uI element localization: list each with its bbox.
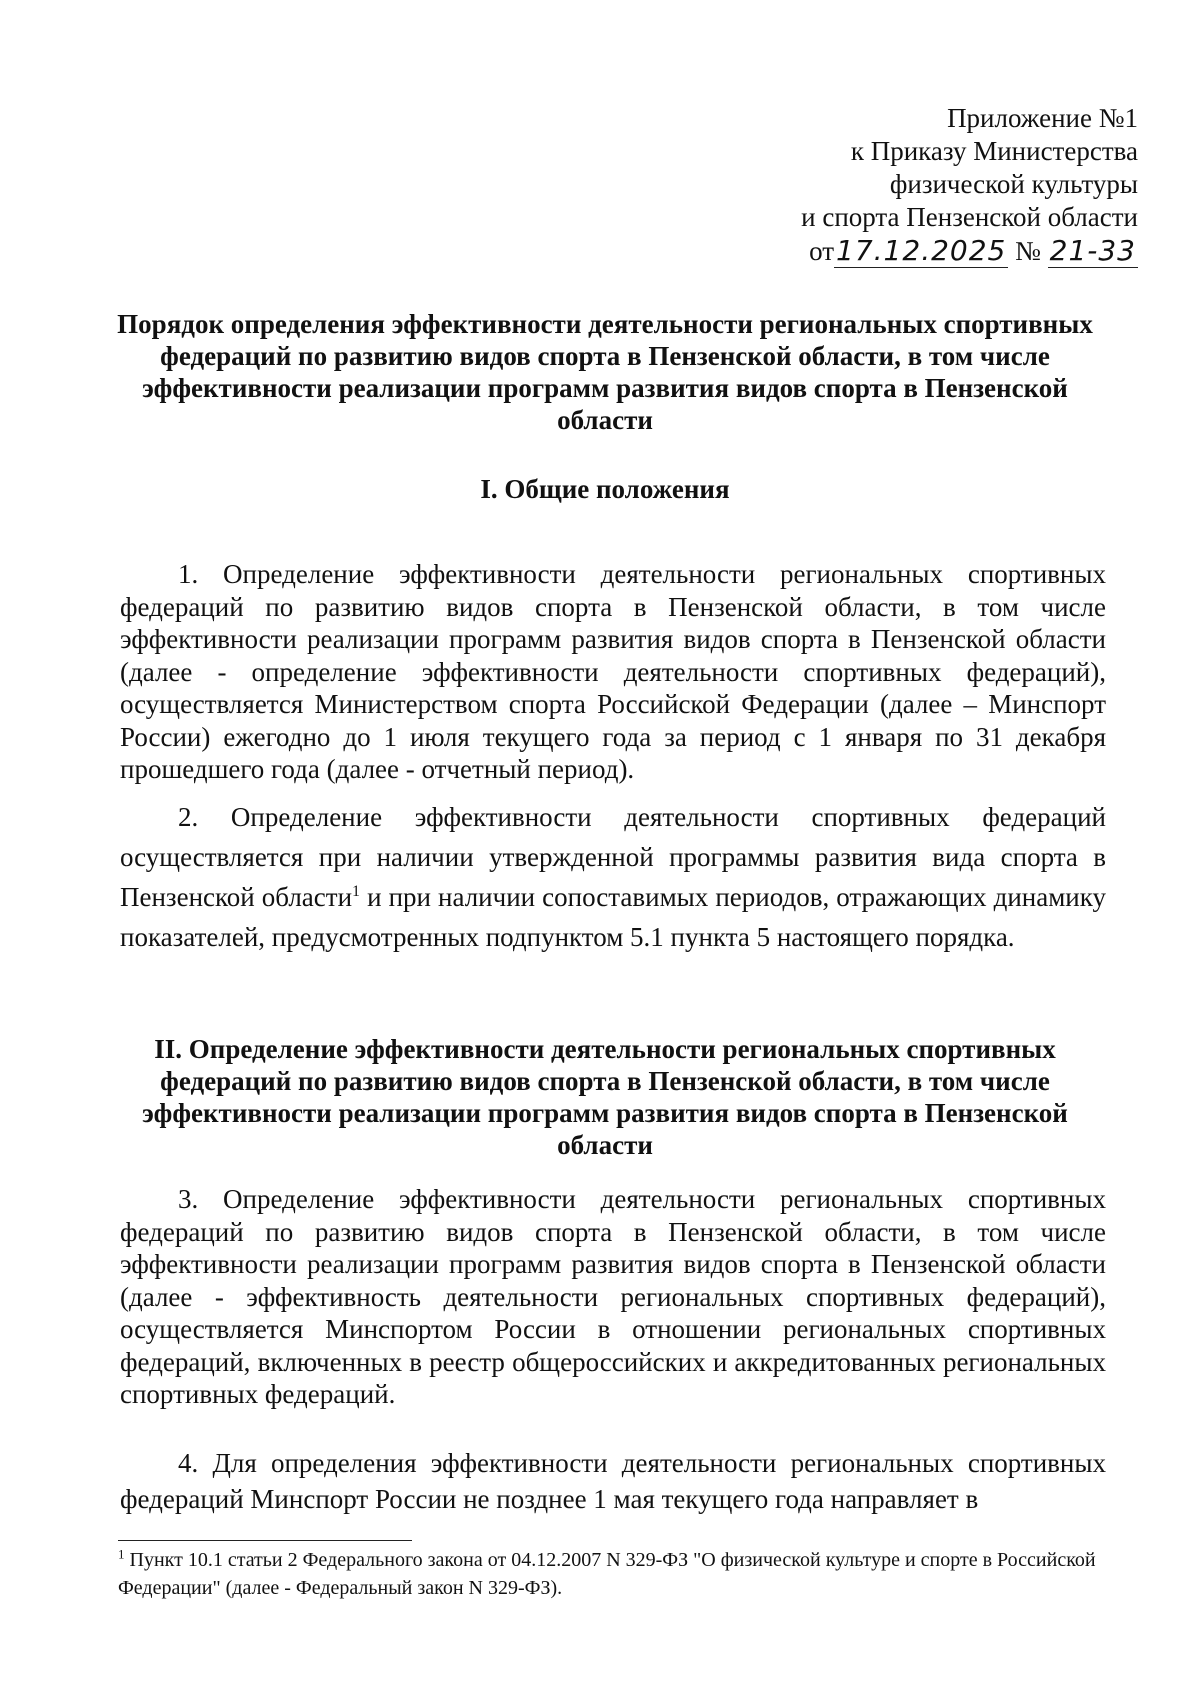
appendix-line-4: и спорта Пензенской области xyxy=(801,202,1138,232)
order-date-number-line xyxy=(698,234,1138,268)
footnote-text: Пункт 10.1 статьи 2 Федерального закона от 04.12.2007 N 329-ФЗ "О физической культуре и спорте в Российской Федерации" (далее - Федеральный закон N 329-ФЗ). xyxy=(118,1549,1096,1599)
footnote-ref-1: 1 xyxy=(352,883,361,900)
appendix-header xyxy=(698,102,1138,268)
paragraph-2-text-b: и при наличии сопоставимых периодов, отражающих динамику показателей, предусмотренных подпунктом 5.1 пункта 5 настоящего порядка. xyxy=(120,882,1106,952)
section-2-heading: II. Определение эффективности деятельности региональных спортивных федераций по развитию видов спорта в Пензенской области, в том числе эффективности реализации программ развития видов спорта в Пензенской области xyxy=(142,1034,1068,1160)
paragraph-4: 4. Для определения эффективности деятельности региональных спортивных федераций Минспорт России не позднее 1 мая текущего года направляет в xyxy=(120,1448,1106,1514)
footnote-mark: 1 xyxy=(118,1546,125,1562)
paragraph-2-text-a: 2. Определение эффективности деятельности спортивных федераций осуществляется при наличии утвержденной программы развития вида спорта в Пензенской области xyxy=(120,802,1106,912)
appendix-line-3: физической культуры xyxy=(889,169,1138,199)
date-prefix: от xyxy=(809,236,835,266)
appendix-line-2: к Приказу Министерства xyxy=(850,136,1138,166)
paragraph-3: 3. Определение эффективности деятельности региональных спортивных федераций по развитию видов спорта в Пензенской области, в том числе эффективности реализации программ развития видов спорта в Пензенской области (далее - эффективность деятельности региональных спортивных федераций), осуществляется Минспортом России в отношении региональных спортивных федераций, включенных в реестр общероссийских и аккредитованных региональных спортивных федераций. xyxy=(120,1184,1106,1409)
handwritten-date: 17.12.2025 xyxy=(836,234,1007,267)
footnote-1 xyxy=(118,1546,1108,1602)
number-prefix: № xyxy=(1015,236,1041,266)
handwritten-order-number: 21-33 xyxy=(1049,234,1136,267)
appendix-line-1: Приложение №1 xyxy=(947,103,1138,133)
paragraph-2 xyxy=(120,797,1106,957)
footnote-divider xyxy=(118,1540,412,1541)
section-1-heading: I. Общие положения xyxy=(480,474,730,504)
document-title: Порядок определения эффективности деятельности региональных спортивных федераций по развитию видов спорта в Пензенской области, в том числе эффективности реализации программ развития видов спорта в Пензенской области xyxy=(117,309,1093,435)
paragraph-1: 1. Определение эффективности деятельности региональных спортивных федераций по развитию видов спорта в Пензенской области, в том числе эффективности реализации программ развития видов спорта в Пензенской области (далее - определение эффективности деятельности спортивных федераций), осуществляется Министерством спорта Российской Федерации (далее – Минспорт России) ежегодно до 1 июля текущего года за период с 1 января по 31 декабря прошедшего года (далее - отчетный период). xyxy=(120,559,1106,784)
